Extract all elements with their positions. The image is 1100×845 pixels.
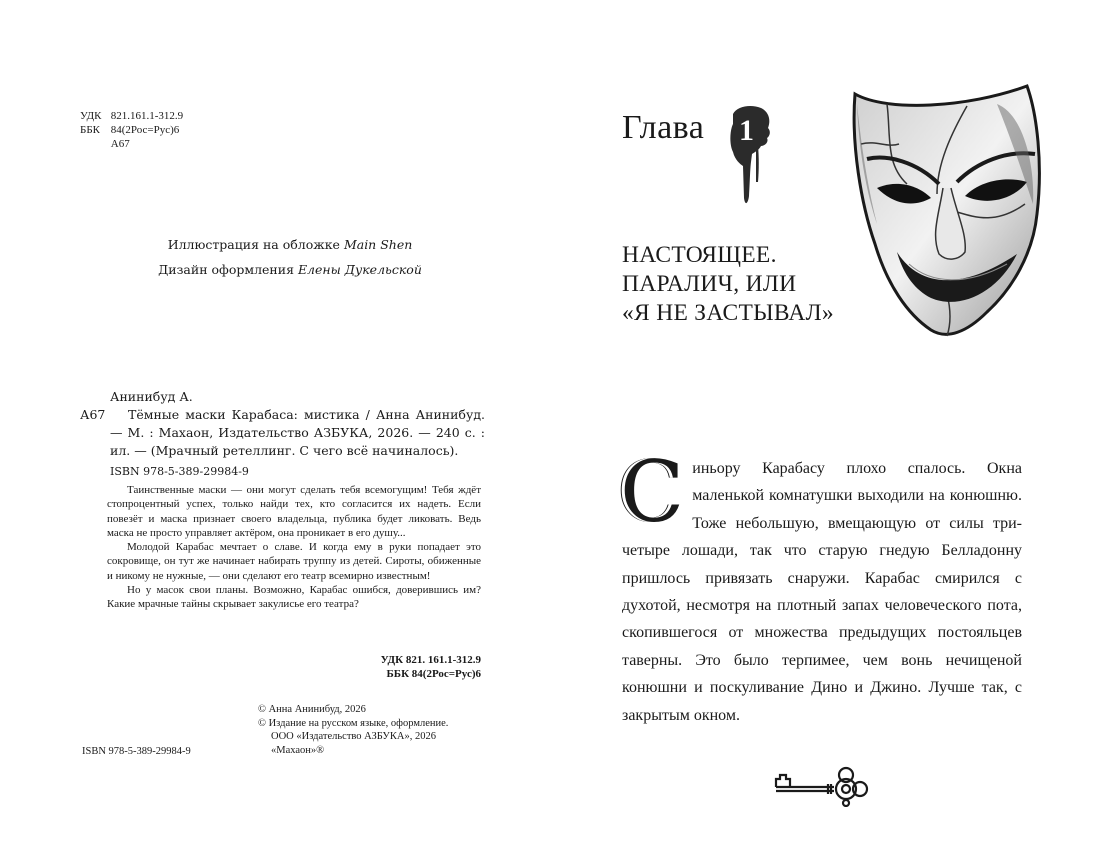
- chapter-body: [620, 443, 1022, 729]
- record-isbn: ISBN 978-5-389-29984-9: [110, 465, 249, 478]
- designer-name: Елены Дукельской: [297, 262, 422, 277]
- bibliographic-record: [80, 388, 485, 481]
- illustration-credit-label: Иллюстрация на обложке: [167, 237, 344, 252]
- chapter-title-line: ПАРАЛИЧ, ИЛИ: [622, 271, 797, 297]
- udk-label: УДК: [80, 110, 102, 122]
- author-mark: А67: [110, 138, 130, 150]
- annotation: [107, 483, 481, 612]
- illustrator-name: Main Shen: [343, 237, 413, 252]
- record-author: Анинибуд А.: [110, 389, 193, 404]
- author-mark-row: [80, 137, 183, 151]
- copyright-publisher: ООО «Издательство АЗБУКА», 2026: [271, 731, 436, 742]
- theatre-mask-illustration: [847, 84, 1047, 340]
- chapter-number: 1: [739, 114, 754, 147]
- record-description-row: [80, 406, 485, 460]
- record-description: Тёмные маски Карабаса: мистика / Анна Анинибуд. — М. : Махаон, Издательство АЗБУКА, 2026. — 240 с. : ил. — (Мрачный ретеллинг. С чего всё начиналось).: [110, 407, 485, 458]
- isbn-bottom: ISBN 978-5-389-29984-9: [82, 746, 191, 757]
- chapter-body-text: иньору Карабасу плохо спалось. Окна маленькой комнатушки выходили на конюшню. Тоже небольшую, вмещающую от силы три-четыре лошади, так что старую гнедую Белладонну пришлось привязать снаружи. Карабас смирился с духотой, несмотря на плотный запах человеческого пота, скопившегося от множества предыдущих постояльцев таверны. Это было терпимее, чем вонь нечищеной конюшни и поскуливание Дино и Джино. Лучше так, с закрытым окном.: [622, 460, 1022, 724]
- bbk-label: ББК: [80, 124, 100, 136]
- annotation-paragraph: Таинственные маски — они могут сделать тебя всемогущим! Тебя ждёт стопроцентный успех, только найди тех, кто согласится их надеть. Если повезёт и маска признает своего владельца, публика будет ликовать. Ведь маска не просто управляет актёром, она проникает в его душу...: [107, 484, 481, 539]
- chapter-title-line: «Я НЕ ЗАСТЫВАЛ»: [622, 300, 834, 326]
- copyright-imprint: «Махаон»®: [271, 744, 325, 756]
- copyright-notice: [258, 703, 448, 757]
- annotation-paragraph: Но у масок свои планы. Возможно, Карабас ошибся, доверившись им? Какие мрачные тайны скрывает закулисье его театра?: [107, 584, 481, 611]
- key-icon: [772, 765, 870, 807]
- chapter-title: [622, 241, 834, 328]
- classification-bold: [300, 653, 481, 681]
- illustration-credit: [100, 232, 480, 257]
- drop-cap: С: [620, 443, 685, 541]
- bbk-value: 84(2Рос=Рус)6: [110, 124, 180, 136]
- copyright-author: © Анна Анинибуд, 2026: [258, 704, 366, 715]
- classification-codes: [80, 109, 183, 151]
- credits: [100, 232, 480, 282]
- design-credit-label: Дизайн оформления: [158, 262, 298, 277]
- bbk-bold: ББК 84(2Рос=Рус)6: [386, 668, 481, 680]
- chapter-heading: [622, 100, 772, 220]
- design-credit: [100, 257, 480, 282]
- annotation-paragraph: Молодой Карабас мечтает о славе. И когда ему в руки попадает это сокровище, он тут же начинает набирать труппу из детей. Сироты, обиженные и никому не нужные, — они сделают его театр всемирно известным!: [107, 541, 481, 582]
- bbk-row: [80, 123, 183, 137]
- chapter-title-line: НАСТОЯЩЕЕ.: [622, 242, 777, 268]
- chapter-word: Глава: [622, 109, 705, 146]
- udk-value: 821.161.1-312.9: [110, 110, 184, 122]
- record-code: А67: [80, 407, 106, 422]
- udk-bold: УДК 821. 161.1-312.9: [380, 654, 481, 666]
- udk-row: [80, 109, 183, 123]
- ink-blot-icon: [725, 100, 775, 220]
- copyright-edition: © Издание на русском языке, оформление.: [258, 717, 449, 729]
- right-page-chapter: [550, 0, 1100, 845]
